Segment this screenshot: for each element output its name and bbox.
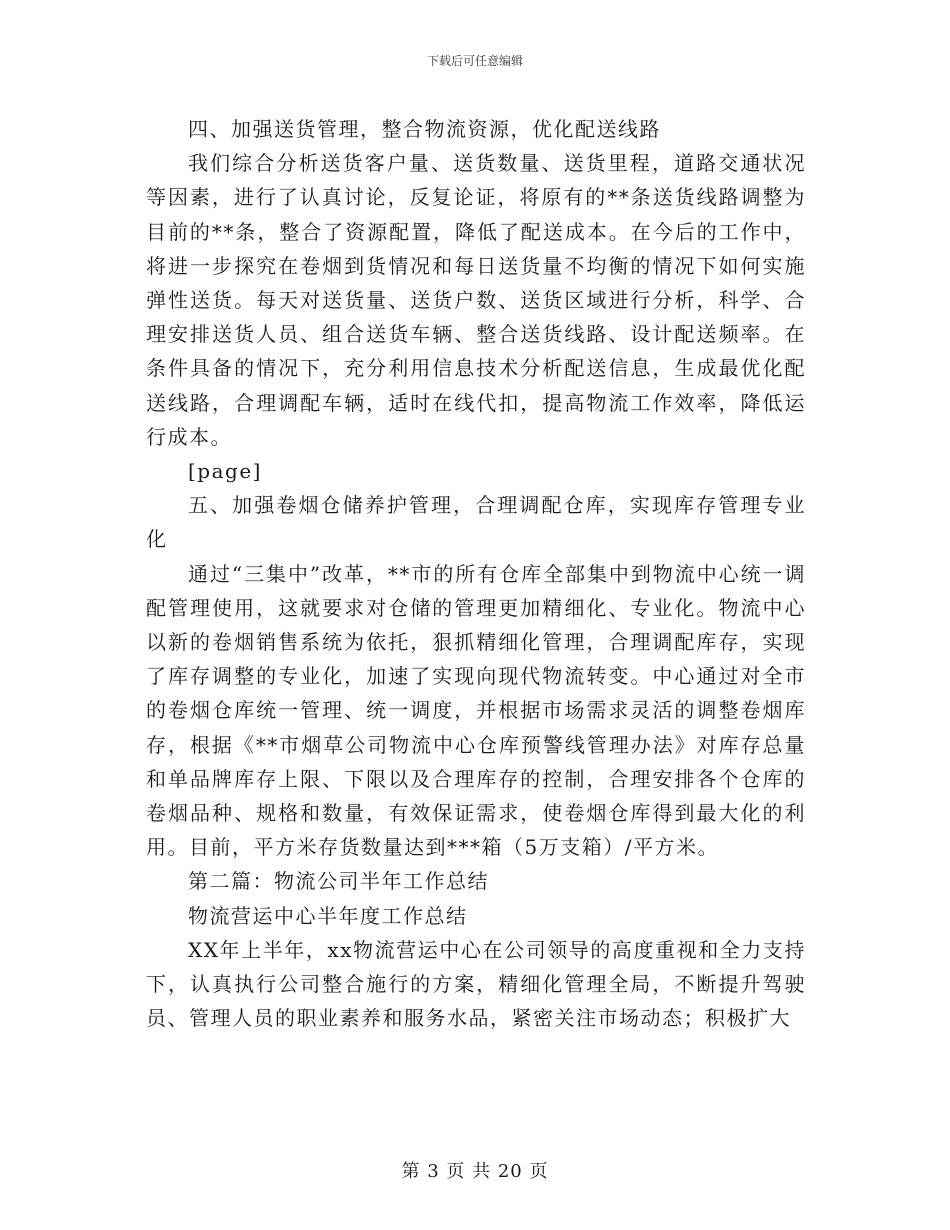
section-heading-4: 四、加强送货管理，整合物流资源，优化配送线路 (188, 117, 661, 141)
report-title: 物流营运中心半年度工作总结 (188, 903, 468, 928)
document-body (146, 112, 806, 1035)
header-note: 下载后可任意编辑 (426, 54, 523, 68)
paragraph-summary: XX年上半年，xx物流营运中心在公司领导的高度重视和全力支持下，认真执行公司整合施行的方案，精细化管理全局，不断提升驾驶员、管理人员的职业素养和服务水品，紧密关注市场动态；积极扩大 (146, 937, 806, 1031)
page-marker: [page] (188, 459, 262, 484)
chapter-heading-2: 第二篇：物流公司半年工作总结 (188, 869, 489, 894)
paragraph-delivery: 我们综合分析送货客户量、送货数量、送货里程，道路交通状况等因素，进行了认真讨论，反复论证，将原有的**条送货线路调整为目前的**条，整合了资源配置，降低了配送成本。在今后的工作中，将进一步探究在卷烟到货情况和每日送货量不均衡的情况下如何实施弹性送货。每天对送货量、送货户数、送货区域进行分析，科学、合理安排送货人员、组合送货车辆、整合送货线路、设计配送频率。在条件具备的情况下，充分利用信息技术分析配送信息，生成最优化配送线路，合理调配车辆，适时在线代扣，提高物流工作效率，降低运行成本。 (146, 151, 806, 449)
section-heading-5: 五、加强卷烟仓储养护管理，合理调配仓库，实现库存管理专业化 (146, 493, 806, 552)
page-number: 第 3 页 共 20 页 (401, 1161, 549, 1182)
paragraph-warehouse: 通过“三集中”改革，**市的所有仓库全部集中到物流中心统一调配管理使用，这就要求对仓储的管理更加精细化、专业化。物流中心以新的卷烟销售系统为依托，狠抓精细化管理，合理调配库存，实现了库存调整的专业化，加速了实现向现代物流转变。中心通过对全市的卷烟仓库统一管理、统一调度，并根据市场需求灵活的调整卷烟库存，根据《**市烟草公司物流中心仓库预警线管理办法》对库存总量和单品牌库存上限、下限以及合理库存的控制，合理安排各个仓库的卷烟品种、规格和数量，有效保证需求，使卷烟仓库得到最大化的利用。目前，平方米存货数量达到***箱（5万支箱）/平方米。 (146, 561, 806, 860)
